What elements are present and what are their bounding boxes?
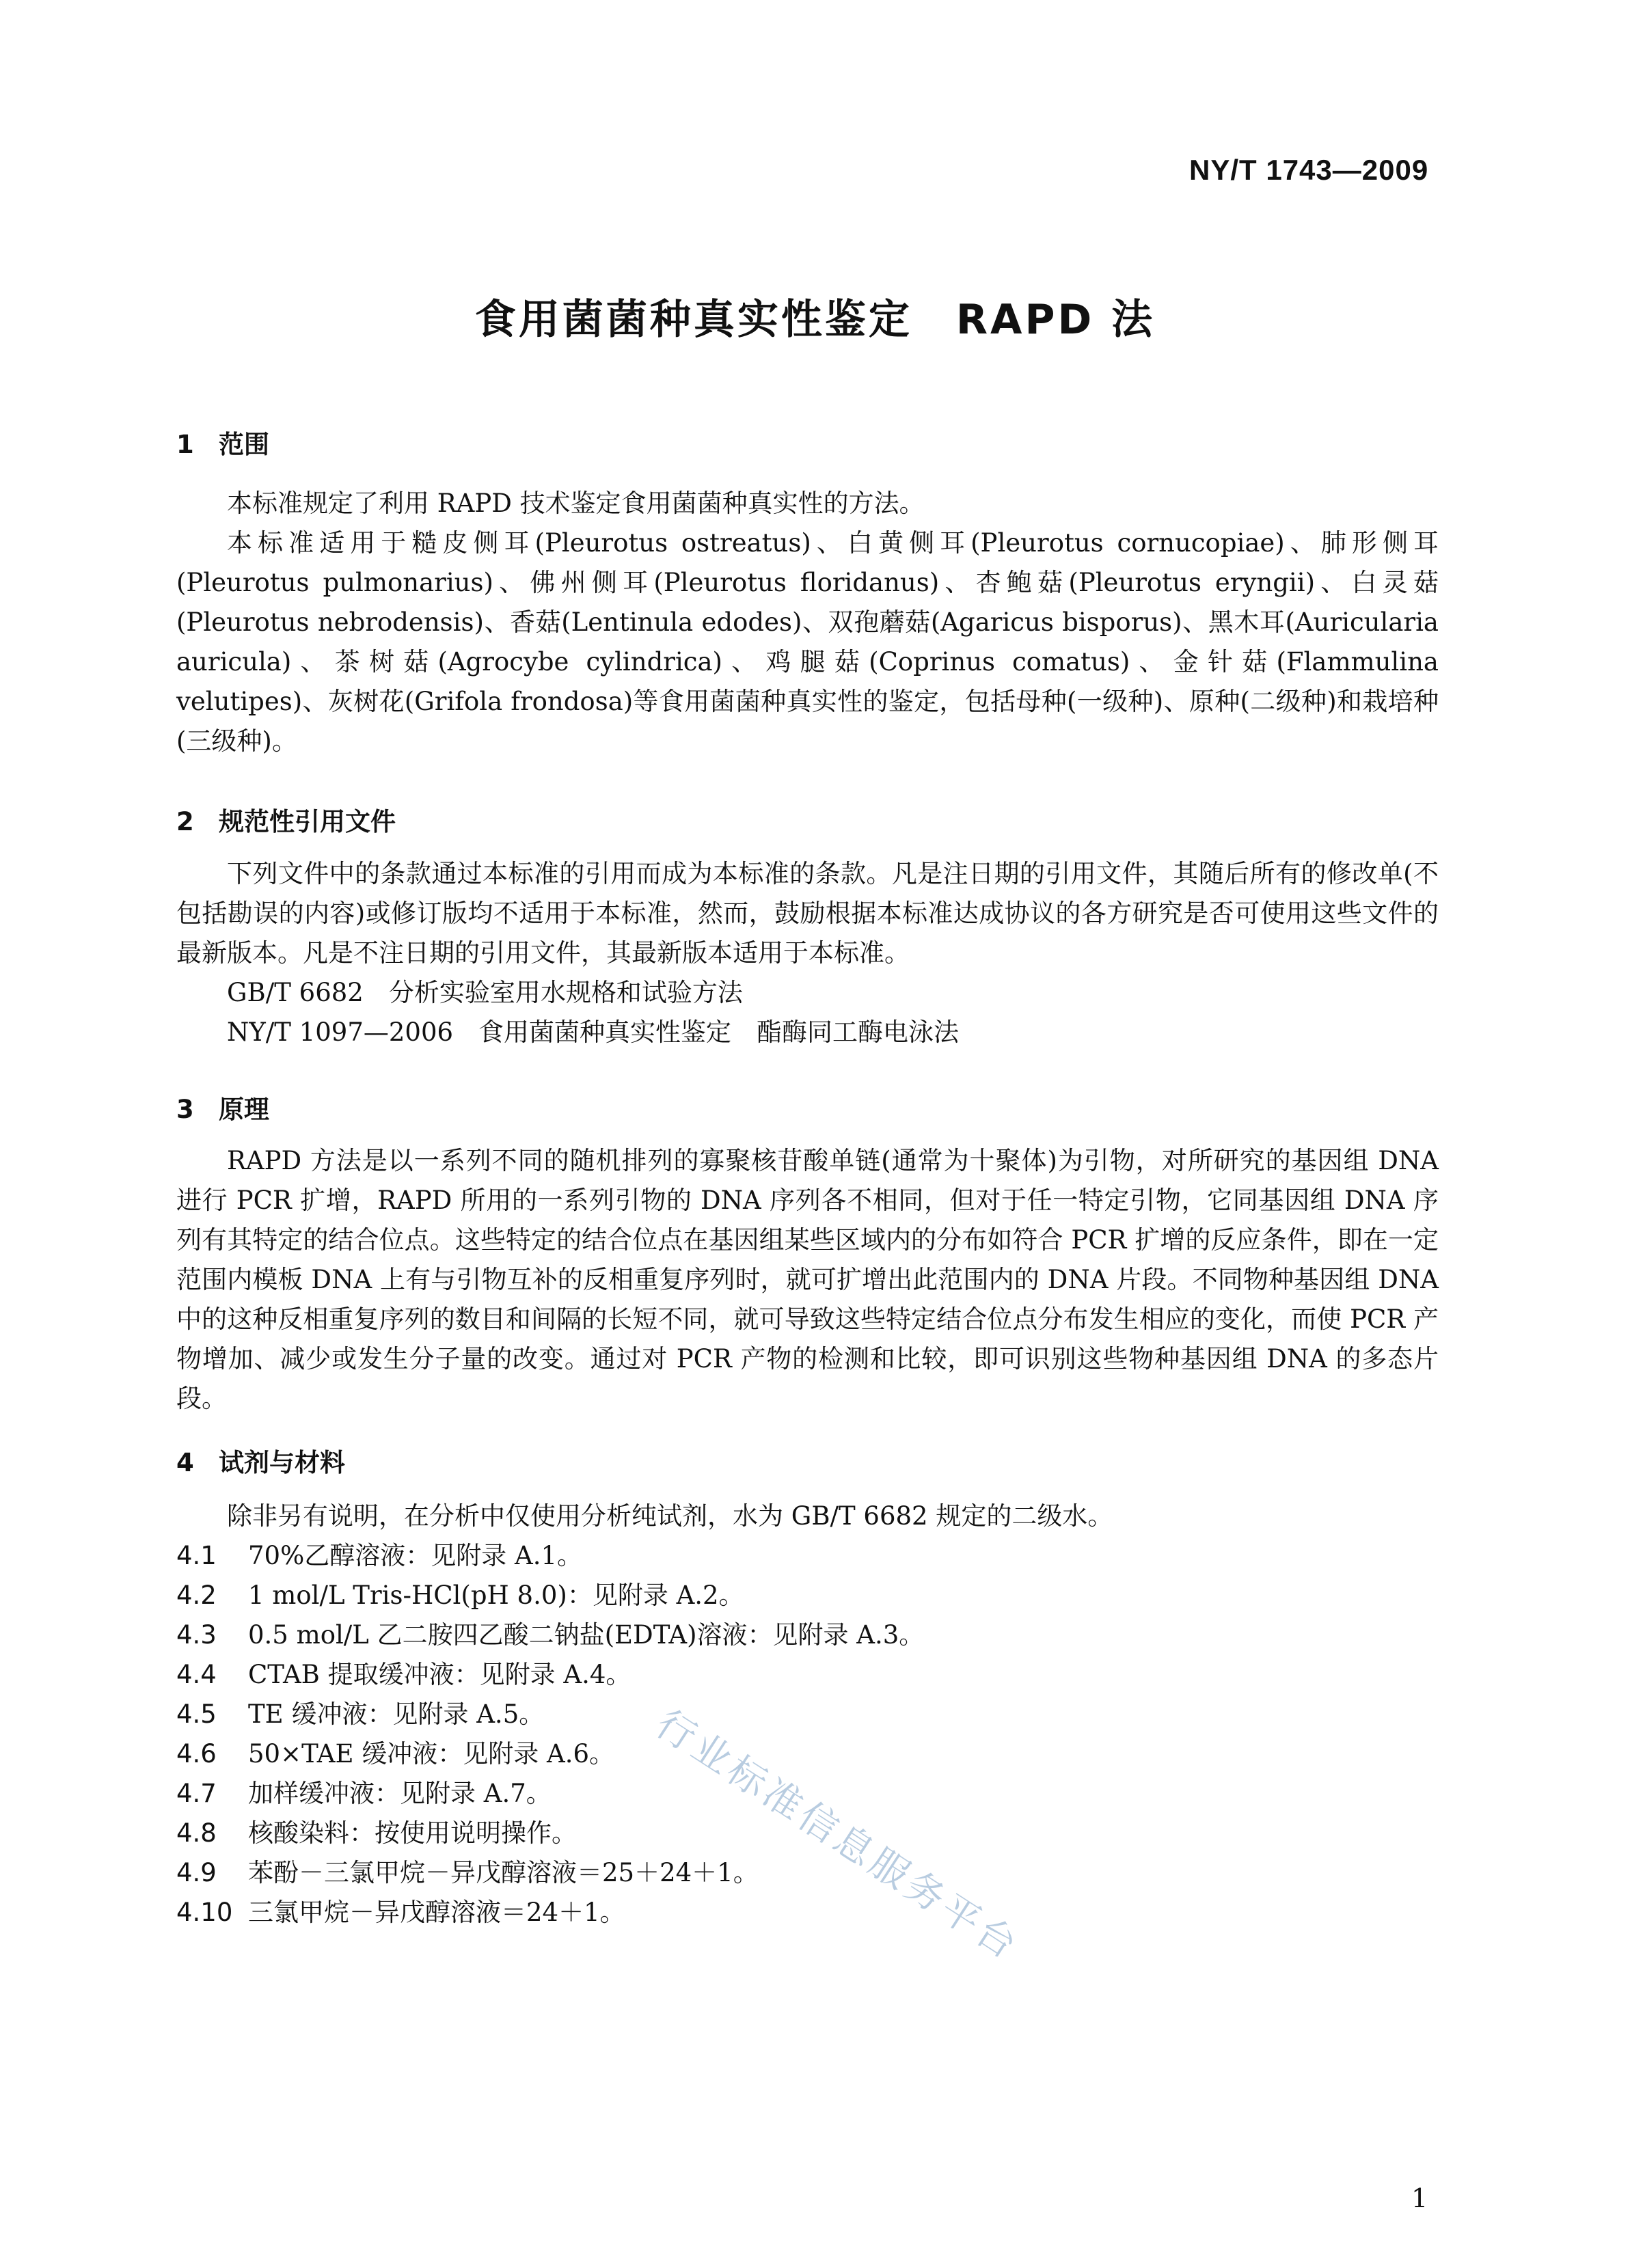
section-title: 规范性引用文件 [219, 807, 396, 836]
list-item [176, 1536, 924, 1576]
list-item [176, 1853, 924, 1893]
section-number: 2 [176, 807, 194, 836]
list-item [176, 1576, 924, 1615]
document-title: 食用菌菌种真实性鉴定 RAPD 法 [474, 296, 1156, 344]
section-2-body [176, 854, 1439, 973]
section-title: 试剂与材料 [219, 1448, 345, 1477]
section-number: 1 [176, 430, 194, 459]
item-number: 4.1 [176, 1541, 217, 1570]
section-2-heading [176, 801, 396, 838]
section-1-body [176, 484, 1439, 761]
section-4-heading [176, 1442, 345, 1479]
section-title: 原理 [219, 1095, 269, 1124]
list-item [176, 1655, 924, 1695]
item-number: 4.7 [176, 1779, 217, 1808]
list-item [176, 1615, 924, 1655]
page-number: 1 [1411, 2183, 1428, 2213]
item-number: 4.2 [176, 1581, 217, 1610]
item-text: 1 mol/L Tris-HCl(pH 8.0)：见附录 A.2。 [248, 1581, 744, 1610]
section-3-body [176, 1141, 1439, 1419]
item-number: 4.9 [176, 1858, 217, 1887]
section-3-heading [176, 1089, 269, 1125]
reagent-list [176, 1536, 924, 1932]
watermark: 行业标准信息服务平台 [648, 1702, 1028, 1970]
item-number: 4.10 [176, 1898, 233, 1927]
paragraph: 下列文件中的条款通过本标准的引用而成为本标准的条款。凡是注日期的引用文件，其随后所有的修改单(不包括勘误的内容)或修订版均不适用于本标准，然而，鼓励根据本标准达成协议的各方研究是否可使用这些文件的最新版本。凡是不注日期的引用文件，其最新版本适用于本标准。 [176, 859, 1439, 968]
section-title: 范围 [219, 430, 269, 459]
item-number: 4.8 [176, 1818, 217, 1848]
item-number: 4.5 [176, 1699, 217, 1729]
item-text: 三氯甲烷－异戊醇溶液＝24＋1。 [248, 1898, 625, 1927]
item-text: 苯酚－三氯甲烷－异戊醇溶液＝25＋24＋1。 [248, 1858, 759, 1887]
normative-references [227, 973, 959, 1052]
paragraph: 本标准适用于糙皮侧耳(Pleurotus ostreatus)、白黄侧耳(Pleurotus cornucopiae)、肺形侧耳(Pleurotus pulmonarius)、佛州侧耳(Pleurotus floridanus)、杏鲍菇(Pleurotus eryngii)、白灵菇(Pleurotus nebrodensis)、香菇(Lentinula edodes)、双孢蘑菇(Agaricus bisporus)、黑木耳(Auricularia auricula)、茶树菇(Agrocybe cylindrica)、鸡腿菇(Coprinus comatus)、金针菇(Flammulina velutipes)、灰树花(Grifola frondosa)等食用菌菌种真实性的鉴定，包括母种(一级种)、原种(二级种)和栽培种(三级种)。 [176, 528, 1439, 756]
item-number: 4.4 [176, 1660, 217, 1689]
section-1-heading [176, 424, 269, 461]
item-number: 4.3 [176, 1620, 217, 1650]
list-item [176, 1734, 924, 1774]
paragraph: RAPD 方法是以一系列不同的随机排列的寡聚核苷酸单链(通常为十聚体)为引物，对所研究的基因组 DNA 进行 PCR 扩增，RAPD 所用的一系列引物的 DNA 序列各不相同，但对于任一特定引物，它同基因组 DNA 序列有其特定的结合位点。这些特定的结合位点在基因组某些区域内的分布如符合 PCR 扩增的反应条件，即在一定范围内模板 DNA 上有与引物互补的反相重复序列时，就可扩增出此范围内的 DNA 片段。不同物种基因组 DNA 中的这种反相重复序列的数目和间隔的长短不同，就可导致这些特定结合位点分布发生相应的变化，而使 PCR 产物增加、减少或发生分子量的改变。通过对 PCR 产物的检测和比较，即可识别这些物种基因组 DNA 的多态片段。 [176, 1146, 1439, 1413]
section-number: 3 [176, 1095, 194, 1124]
reference-item: GB/T 6682 分析实验室用水规格和试验方法 [227, 978, 743, 1007]
section-4-body [176, 1497, 1439, 1536]
item-text: 加样缓冲液：见附录 A.7。 [248, 1779, 552, 1808]
item-text: 70%乙醇溶液：见附录 A.1。 [248, 1541, 583, 1570]
list-item [176, 1893, 924, 1932]
item-text: CTAB 提取缓冲液：见附录 A.4。 [248, 1660, 631, 1689]
paragraph: 本标准规定了利用 RAPD 技术鉴定食用菌菌种真实性的方法。 [227, 489, 925, 518]
item-text: 0.5 mol/L 乙二胺四乙酸二钠盐(EDTA)溶液：见附录 A.3。 [248, 1620, 925, 1650]
paragraph: 除非另有说明，在分析中仅使用分析纯试剂，水为 GB/T 6682 规定的二级水。 [227, 1501, 1113, 1531]
list-item [176, 1695, 924, 1734]
reference-item: NY/T 1097—2006 食用菌菌种真实性鉴定 酯酶同工酶电泳法 [227, 1017, 960, 1047]
item-text: 50×TAE 缓冲液：见附录 A.6。 [248, 1739, 615, 1768]
standard-number: NY/T 1743—2009 [1189, 154, 1429, 186]
item-text: TE 缓冲液：见附录 A.5。 [248, 1699, 545, 1729]
item-number: 4.6 [176, 1739, 217, 1768]
item-text: 核酸染料：按使用说明操作。 [248, 1818, 577, 1848]
section-number: 4 [176, 1448, 194, 1477]
